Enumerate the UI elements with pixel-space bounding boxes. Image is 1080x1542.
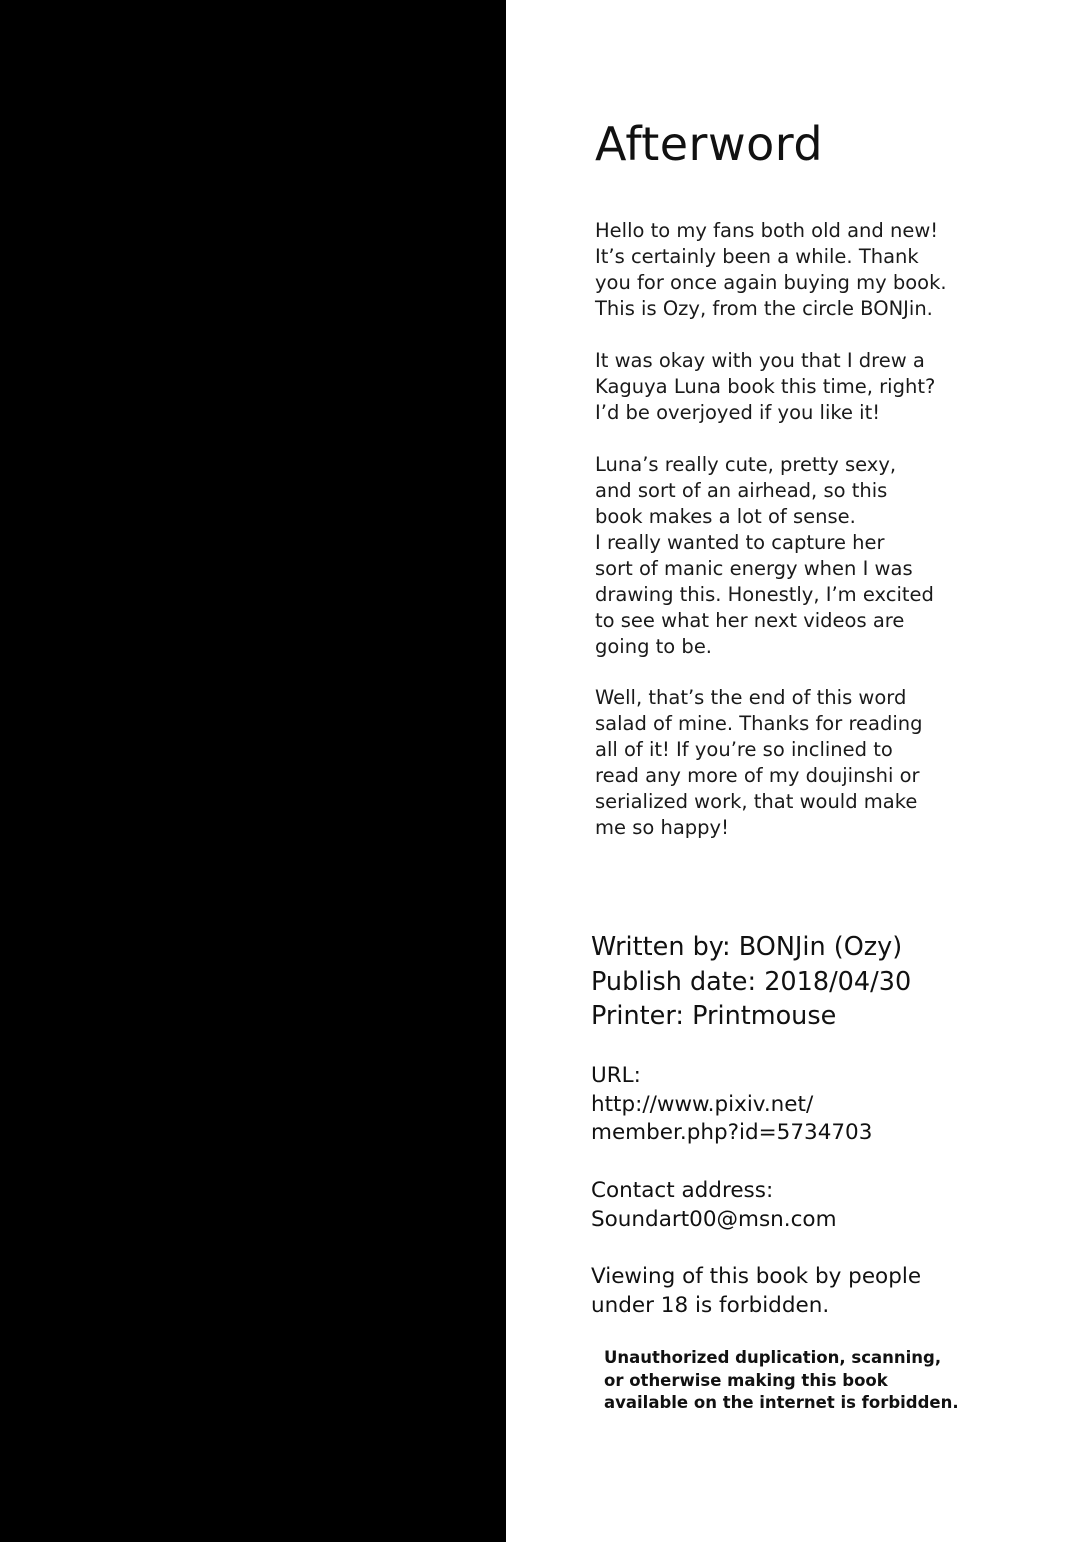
copyright-line-3: available on the internet is forbidden. [604,1393,959,1412]
contact-label: Contact address: [591,1178,774,1203]
contact-block [591,1177,837,1234]
copyright-line-2: or otherwise making this book [604,1370,888,1390]
publish-date: Publish date: 2018/04/30 [591,966,912,997]
printer: Printer: Printmouse [591,1001,837,1031]
url-label: URL: [591,1063,641,1088]
paragraph-closing: Well, that’s the end of this word salad of mine. Thanks for reading all of it! If you’re so inclined to read any more of my doujinshi or serialized work, that would make me so happy! [595,686,923,839]
credits-block [591,930,911,1034]
page-title: Afterword [595,117,824,171]
paragraph-kaguya-luna: It was okay with you that I drew a Kaguya Luna book this time, right? I’d be overjoyed if you like it! [595,349,936,424]
age-notice-line-2: under 18 is forbidden. [591,1292,830,1318]
age-restriction-notice [591,1263,921,1320]
paragraph-luna-description: Luna’s really cute, pretty sexy, and sort of an airhead, so this book makes a lot of sense. I really wanted to capture her sort of manic energy when I was drawing this. Honestly, I’m excited to see what her next videos are going to be. [595,453,934,658]
url-line-1: http://www.pixiv.net/ [591,1091,814,1117]
written-by: Written by: BONJin (Ozy) [591,932,903,962]
url-line-2: member.php?id=5734703 [591,1120,873,1145]
contact-email: Soundart00@msn.com [591,1206,837,1232]
paragraph-greeting: Hello to my fans both old and new! It’s certainly been a while. Thank you for once again buying my book. This is Ozy, from the circle BONJin. [595,219,947,320]
copyright-notice [604,1347,959,1415]
age-notice-line-1: Viewing of this book by people [591,1264,922,1289]
black-left-panel [0,0,506,1542]
url-block [591,1062,872,1148]
copyright-line-1: Unauthorized duplication, scanning, [604,1348,942,1367]
